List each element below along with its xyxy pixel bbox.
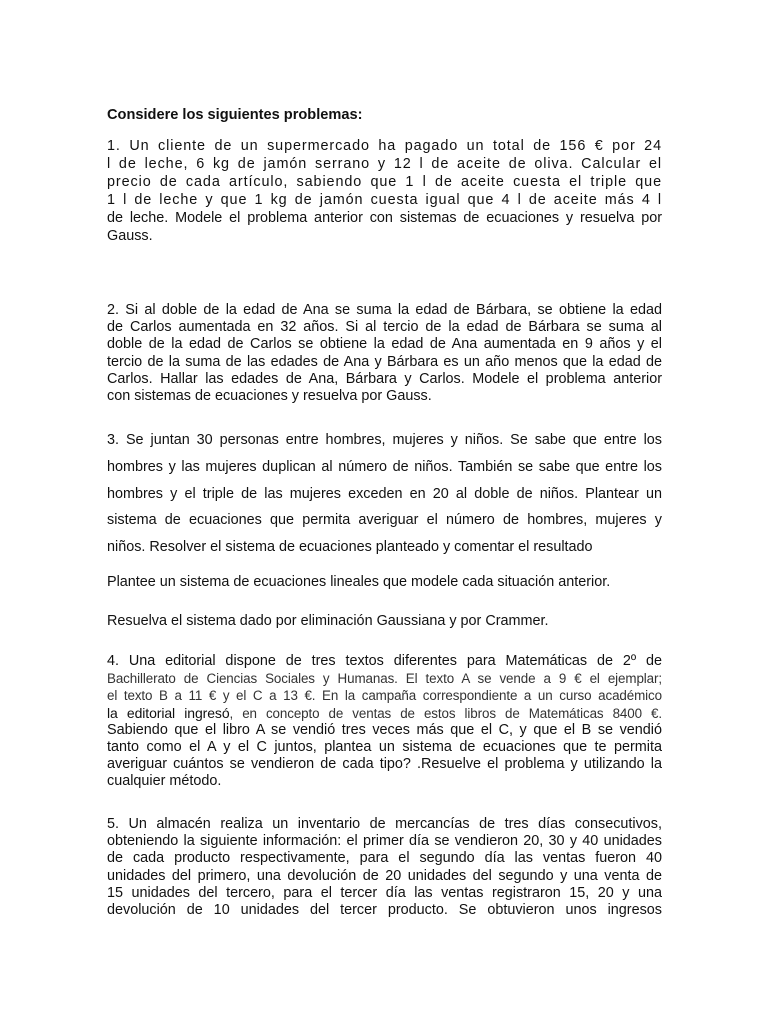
problem-1-line: 1. Un cliente de un supermercado ha pagado un total de 156 € por 24: [107, 138, 662, 154]
problem-4-line: 4. Una editorial dispone de tres textos diferentes para Matemáticas de 2º de: [107, 653, 662, 669]
problem-1-line: 1 l de leche y que 1 kg de jamón cuesta igual que 4 l de aceite más 4 l: [107, 192, 662, 208]
problem-4-line: Sabiendo que el libro A se vendió tres veces más que el C, y que el B se vendió: [107, 721, 662, 738]
problem-4-line: cualquier método.: [107, 773, 222, 790]
problem-4-ingreso-text: ingresó: [175, 704, 230, 721]
problem-5-line: obteniendo la siguiente información: el primer día se vendieron 20, 30 y 40 unidades: [107, 833, 662, 850]
problem-3-line: hombres y las mujeres duplican al número de niños. También se sabe que entre los: [107, 458, 662, 475]
problem-1-line: l de leche, 6 kg de jamón serrano y 12 l de aceite de oliva. Calcular el: [107, 156, 662, 172]
problem-4-line: [107, 705, 662, 722]
problem-5: [107, 816, 662, 919]
problem-3-line: sistema de ecuaciones que permita averiguar el número de hombres, mujeres y: [107, 512, 662, 529]
problem-2: [107, 302, 662, 405]
problem-5-line: 5. Un almacén realiza un inventario de mercancías de tres días consecutivos,: [107, 816, 662, 832]
problem-2-line: tercio de la suma de las edades de Ana y Bárbara es un año menos que la edad de: [107, 353, 662, 370]
problem-4-line: Bachillerato de Ciencias Sociales y Humanas. El texto A se vende a 9 € el ejemplar;: [107, 671, 662, 687]
problem-3: [107, 427, 662, 561]
problem-5-line: unidades del primero, una devolución de 20 unidades del segundo y una venta de: [107, 867, 662, 884]
problem-5-line: 15 unidades del tercero, para el tercer día las ventas registraron 15, 20 y una: [107, 884, 662, 901]
problem-2-line: Carlos. Hallar las edades de Ana, Bárbara y Carlos. Modele el problema anterior: [107, 370, 662, 387]
problem-5-line: de cada producto respectivamente, para el segundo día las ventas fueron 40: [107, 850, 662, 867]
problem-4-line: averiguar cuántos se vendieron de cada tipo? .Resuelve el problema y utilizando la: [107, 756, 662, 773]
problem-4-line: tanto como el A y el C juntos, plantea un sistema de ecuaciones que te permita: [107, 739, 662, 756]
problem-4-line: el texto B a 11 € y el C a 13 €. En la campaña correspondiente a un curso académico: [107, 688, 662, 704]
problem-1: [107, 137, 662, 245]
problem-3-line: hombres y el triple de las mujeres exceden en 20 al doble de niños. Plantear un: [107, 485, 662, 502]
problem-1-line: Gauss.: [107, 228, 153, 244]
problem-3-line: niños. Resolver el sistema de ecuaciones planteado y comentar el resultado: [107, 539, 593, 556]
problem-3-line: 3. Se juntan 30 personas entre hombres, mujeres y niños. Se sabe que entre los: [107, 432, 662, 448]
problem-4: [107, 653, 662, 791]
problem-2-line: de Carlos aumentada en 32 años. Si al tercio de la edad de Bárbara se suma al: [107, 319, 662, 336]
document-heading: Considere los siguientes problemas:: [107, 107, 363, 123]
instruction-solve: Resuelva el sistema dado por eliminación Gaussiana y por Crammer.: [107, 613, 549, 629]
problem-1-line: de leche. Modele el problema anterior con sistemas de ecuaciones y resuelva por: [107, 210, 662, 226]
problem-2-line: 2. Si al doble de la edad de Ana se suma la edad de Bárbara, se obtiene la edad: [107, 302, 662, 318]
problem-4-sales-text: , en concepto de ventas de estos libros de Matemáticas 8400 €.: [229, 705, 662, 721]
problem-5-line: devolución de 10 unidades del tercer producto. Se obtuvieron unos ingresos: [107, 902, 662, 919]
problem-4-editorial-text: la editorial: [107, 704, 176, 721]
problem-1-line: precio de cada artículo, sabiendo que 1 l de aceite cuesta el triple que: [107, 174, 662, 190]
problem-2-line: con sistemas de ecuaciones y resuelva por Gauss.: [107, 388, 432, 405]
instruction-model: Plantee un sistema de ecuaciones lineales que modele cada situación anterior.: [107, 574, 611, 590]
problem-2-line: doble de la edad de Carlos se obtiene la edad de Ana aumentada en 9 años y el: [107, 336, 662, 353]
